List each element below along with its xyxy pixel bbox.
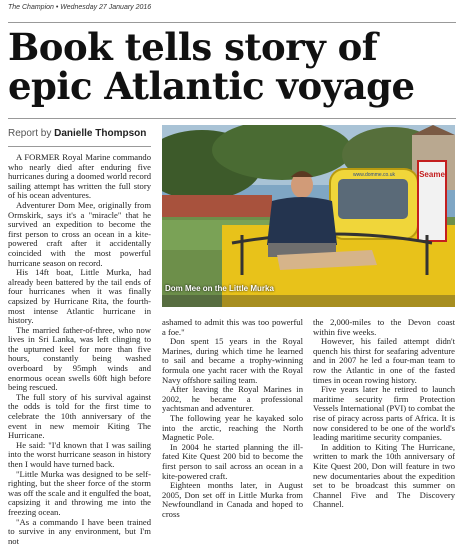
photo-caption: Dom Mee on the Little Murka	[165, 284, 274, 293]
boat-name-text: Seame	[419, 170, 445, 179]
headline: Book tells story of epic Atlantic voyage	[8, 25, 415, 108]
paragraph: Don spent 15 years in the Royal Marines, during which time he learned to sail and became a trophy-winning formula one yacht racer with the Royal Navy offshore sailing team.	[162, 336, 303, 385]
paragraph: The following year he kayaked solo into the arctic, reaching the North Magnetic Pole.	[162, 412, 303, 443]
paragraph: A FORMER Royal Marine commando who nearly died after enduring five hurricanes during a doomed world record sailing attempt has written the full story of his ocean adventures.	[8, 152, 151, 201]
paragraph: Eighteen months later, in August 2005, Don set off in Little Murka from Newfoundland in Canada and hoped to cross	[162, 480, 303, 519]
paragraph: "As a commando I have been trained to survive in any environment, but I'm not	[8, 516, 151, 546]
paragraph: He said: "I'd known that I was sailing into the worst hurricane season in history then I would have turned back.	[8, 439, 151, 469]
paragraph: After leaving the Royal Marines in 2002, he became a professional yachtsman and adventurer.	[162, 384, 303, 414]
paragraph: The full story of his survival against the odds is told for the first time to celebrate the 10th anniversary of the event in new memoir Kiting The Hurricane.	[8, 391, 151, 441]
masthead: The Champion • Wednesday 27 January 2016	[8, 4, 152, 11]
article-column-2	[162, 318, 303, 519]
paragraph: Five years later he retired to launch maritime security firm Protection Vessels International (PVI) to combat the rise of piracy across parts of Africa. It is now considered to be one of the world's leading maritime security companies.	[313, 384, 455, 443]
photo-illustration	[162, 125, 455, 307]
article-column-1	[8, 153, 151, 546]
paragraph: Adventurer Dom Mee, originally from Ormskirk, says it's a "miracle" that he survived an expedition to become the first person to cross an ocean in a kite-powered craft after it accidentally coincided with the most powerful hurricane season on record.	[8, 199, 151, 268]
paragraph: In 2004 he started planning the ill-fated Kite Quest 200 bid to become the first person to sail across an ocean in a kite-powered craft.	[162, 441, 303, 481]
paragraph: The married father-of-three, who now lives in Sri Lanka, was left clinging to the upturned keel for more than five hours, constantly being washed overboard by 95mph winds and enormous ocean swells 60ft high before being rescued.	[8, 324, 151, 393]
paragraph: the 2,000-miles to the Devon coast within five weeks.	[313, 317, 455, 337]
byline-rule	[8, 146, 151, 147]
paragraph: "Little Murka was designed to be self-righting, but the sheer force of the storm was off the scale and it engulfed the boat, capsizing it and throwing me into the freezing ocean.	[8, 468, 151, 517]
paragraph: However, his failed attempt didn't quench his thirst for seafaring adventure and in 2007 he led a four-man team to row the Atlantic in one of the fasted times in ocean rowing history.	[313, 336, 455, 385]
byline-prefix: Report by	[8, 128, 55, 139]
paragraph: In addition to Kiting The Hurricane, written to mark the 10th anniversary of Kite Quest 200, Don will feature in two new documentaries about the expedition set to be broadcast this summer on Channel Five and The Discovery Channel.	[313, 441, 455, 510]
boat-url-text: www.domme.co.uk	[353, 172, 395, 178]
paragraph: His 14ft boat, Little Murka, had already been battered by the tail ends of four hurricanes when it was finally capsized by Hurricane Rita, the fourth-most intense Atlantic hurricane in history.	[8, 267, 151, 326]
top-rule	[8, 22, 456, 23]
headline-rule	[8, 118, 456, 119]
article-column-3	[313, 318, 455, 510]
paragraph: ashamed to admit this was too powerful a foe."	[162, 317, 303, 337]
byline-author: Danielle Thompson	[54, 128, 147, 139]
article-photo	[162, 125, 455, 307]
